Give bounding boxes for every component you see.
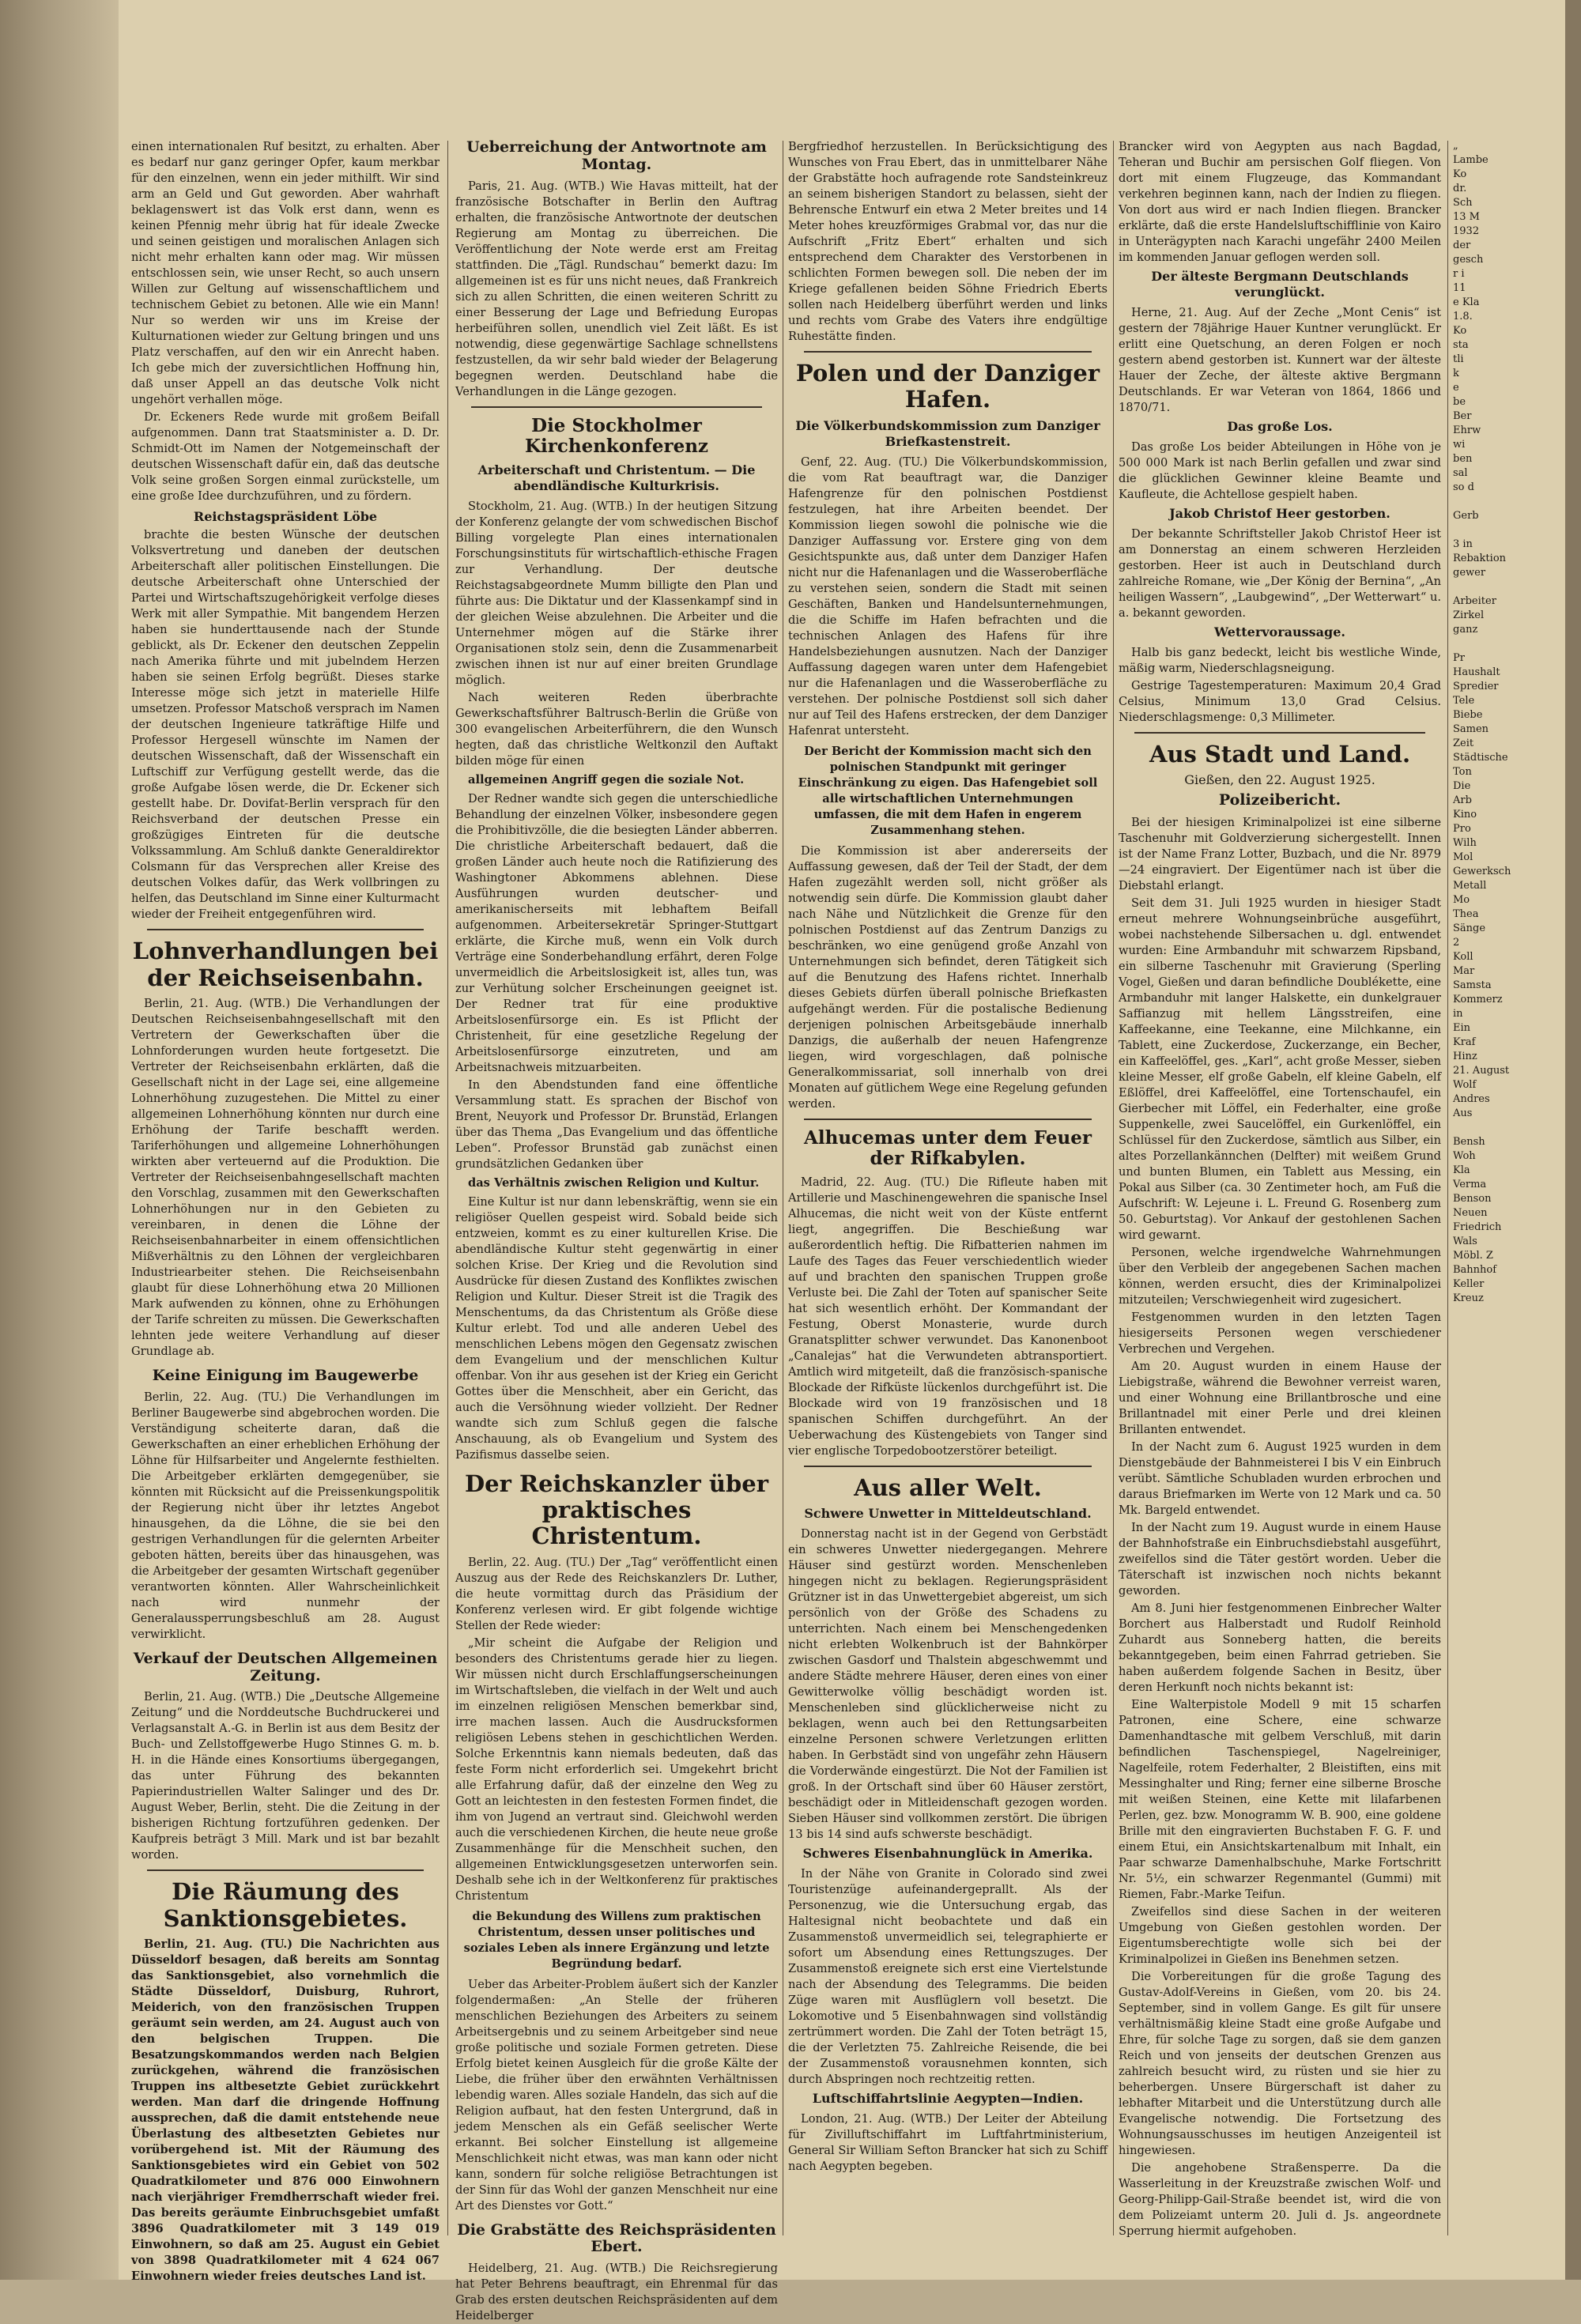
column-5-fragment: Bahnhof bbox=[1453, 1264, 1497, 1276]
column-5-fragment bbox=[1453, 523, 1564, 538]
subheadline: Wettervoraussage. bbox=[1214, 624, 1345, 639]
article-text: Stockholm, 21. Aug. (WTB.) In der heutigen Sitzung der Konferenz gelangte der vom schwedischen Bischof Billing vorgelegte Plan eines internationalen Forschungsinstituts für wirtschaftlich-ethische Fragen zur Verhandlung. Der deutsche Reichstagsabgeordnete Mumm billigte den Plan und führte aus: Die Diktatur und der Klassenkampf sind in der gleichen Weise abzulehnen. Die Arbeiter und die Unternehmer mögen auf die Stärke ihrer Organisationen stolz sein, denn die Zusammenarbeit zwischen ihnen ist nur auf einer breiten Grundlage möglich. bbox=[455, 499, 778, 687]
column-5-fragments bbox=[1453, 139, 1564, 2242]
column-5-fragment: Ehrw bbox=[1453, 424, 1481, 436]
column-5-fragment: Neuen bbox=[1453, 1207, 1488, 1219]
column-5-fragment: wi bbox=[1453, 439, 1466, 451]
divider bbox=[804, 1466, 1092, 1467]
headline-lohnverhandlungen: Lohnverhandlungen bei der Reichseisenbahn. bbox=[132, 938, 439, 991]
article-text: Das große Los beider Abteilungen in Höhe von je 500 000 Mark ist nach Berlin gefallen und zwar sind die glücklichen Gewinner kleine Beamte und Kaufleute, die Achtellose gespielt haben. bbox=[1119, 440, 1441, 501]
column-5-fragment: Haushalt bbox=[1453, 666, 1500, 678]
article-text: Eine Walterpistole Modell 9 mit 15 scharfen Patronen, eine Schere, eine schwarze Damenhandtasche mit gelbem Verschluß, mit darin befindlichen Taschenspiegel, Nagelreiniger, Nagelfeile, rotem Federhalter, 2 Bleistiften, eins mit Messinghalter und Ring; ferner eine silberne Brosche mit weißen Steinen, eine Kette mit lilafarbenen Perlen, gez. bzw. Monogramm W. B. 900, eine goldene Brille mit den eingravierten Buchstaben F. G. F. und einem Etui, ein Ansichtskartenalbum mit Inhalt, ein Paar schwarze Damenhalbschuhe, Marke Fortschritt Nr. 5½, ein schwarzer Regenmantel (Gummi) mit Riemen, Fabr.-Marke Teifun. bbox=[1119, 1698, 1441, 1902]
subheadline: Die Völkerbundskommission zum Danziger Briefkastenstreit. bbox=[795, 417, 1100, 449]
headline-stockholmer-kirchenkonferenz: Die Stockholmer Kirchenkonferenz bbox=[525, 414, 708, 458]
column-5-fragment: 13 M bbox=[1453, 211, 1480, 223]
column-5-fragment bbox=[1453, 495, 1564, 509]
article-text: Madrid, 22. Aug. (TU.) Die Rifleute haben mit Artillerie und Maschinengewehren die spanische Insel Alhucemas, die nicht weit von der Küste entfernt liegt, angegriffen. Die Beschießung war außerordentlich heftig. Die Rifbatterien nahmen im Laufe des Tages das Feuer verschiedentlich wieder auf und brachten den spanischen Truppen große Verluste bei. Die Zahl der Toten auf spanischer Seite hat sich wesentlich erhöht. Der Kommandant der Festung, Oberst Monasterie, wurde durch Granatsplitter schwer verwundet. Das Kanonenboot „Canalejas“ hat die Verwundeten abtransportiert. Amtlich wird mitgeteilt, daß die französisch-spanische Blockade der Rifküste lückenlos durchgeführt ist. Die Blockade wird von 19 französischen und 18 spanischen Schiffen durchgeführt. An der Ueberwachung des Küstengebiets von Tanger sind vier englische Torpedobootzerstörer beteiligt. bbox=[788, 1175, 1107, 1458]
article-text: London, 21. Aug. (WTB.) Der Leiter der Abteilung für Zivilluftschiffahrt im Luftfahrtministerium, General Sir William Sefton Brancker hat sich zu Schiff nach Aegypten begeben. bbox=[788, 2111, 1107, 2173]
article-text: Gestrige Tagestemperaturen: Maximum 20,4 Grad Celsius, Minimum 13,0 Grad Celsius. Niederschlagsmenge: 0,3 Millimeter. bbox=[1119, 679, 1441, 724]
article-text: Zweifellos sind diese Sachen in der weiteren Umgebung von Gießen gestohlen worden. Der Eigentumsberechtigte wolle sich bei der Kriminalpolizei in Gießen ins Benehmen setzen. bbox=[1119, 1905, 1441, 1967]
subheadline: Luftschiffahrtslinie Aegypten—Indien. bbox=[812, 2090, 1084, 2106]
column-5-fragment: Wolf bbox=[1453, 1079, 1477, 1091]
article-text: Der bekannte Schriftsteller Jakob Christof Heer ist am Donnerstag an einem schweren Herzleiden gestorben. Heer ist auch in Deutschland durch zahlreiche Romane, wie „Der König der Bernina“, „An heiligen Wassern“, „Laubgewind“, „Der Wetterwart“ u. a. bekannt geworden. bbox=[1119, 527, 1441, 620]
subheadline: Polizeibericht. bbox=[1218, 791, 1341, 809]
column-5-fragment: e Kla bbox=[1453, 296, 1480, 308]
scan-binding-gutter bbox=[0, 0, 119, 2280]
column-5-fragment: Sch bbox=[1453, 197, 1473, 209]
article-text: Donnerstag nacht ist in der Gegend von Gerbstädt ein schweres Unwetter niedergegangen. Mehrere Häuser sind gestürzt worden. Menschenleben hingegen nicht zu beklagen. Regierungspräsident Grützner ist in das Unwettergebiet abgereist, um sich persönlich von der Größe des Schadens zu unterrichten. Nach einem bei Menschengedenken nicht erlebten Wolkenbruch ist der Bahnkörper zwischen Gasdorf und Thalstein abgeschwemmt und andere Städte mehrere Häuser, deren eines von einer Gewitterwolke völlig beschädigt worden ist. Menschenleben sind glücklicherweise nicht zu beklagen, wenn auch bei den Rettungsarbeiten einzelne Personen schwere Verletzungen erlitten haben. In Gerbstädt sind von ungefähr zehn Häusern die Vorderwände eingestürzt. Die Not der Familien ist groß. In der Ortschaft sind über 60 Häuser zerstört, beschädigt oder in Mitleidenschaft gezogen worden. Sieben Häuser sind vollkommen zerstört. Die übrigen 13 bis 14 sind aufs schwerste beschädigt. bbox=[788, 1526, 1107, 1841]
article-text: In der Nähe von Granite in Colorado sind zwei Touristenzüge aufeinandergeprallt. Als der Personenzug, wie die Untersuchung ergab, das Haltesignal nicht beobachtete und daß ein Zusammenstoß unvermeidlich sei, telegraphierte er sofort um Absendung eines Rettungszuges. Der Zusammenstoß ereignete sich erst eine Viertelstunde nach der Absendung des Telegramms. Die beiden Züge waren mit Ausflüglern voll besetzt. Die Lokomotive und 5 Eisenbahnwagen sind vollständig zertrümmert worden. Die Zahl der Toten beträgt 15, die der Verletzten 75. Zahlreiche Reisende, die bei der Zusammenstoß vorausnehmen konnten, sich durch Abspringen noch rechtzeitig retten. bbox=[788, 1866, 1107, 2086]
column-5-fragment: Kommerz bbox=[1453, 994, 1503, 1005]
column-5-fragment bbox=[1453, 580, 1564, 594]
run-in-heading: allgemeinen Angriff gegen die soziale Not. bbox=[468, 772, 745, 787]
column-5-fragment: dr. bbox=[1453, 183, 1467, 194]
column-5-fragment: Pr bbox=[1453, 652, 1465, 664]
column-5-fragment: Mol bbox=[1453, 851, 1473, 863]
column-5-fragment: Ton bbox=[1453, 766, 1472, 778]
column-5-fragment: gesch bbox=[1453, 254, 1484, 266]
column-5-fragment: tli bbox=[1453, 353, 1464, 365]
article-text: Brancker wird von Aegypten aus nach Bagdad, Teheran und Buchir am persischen Golf fliegen. Von dort mit einem Flugzeuge, das Kommandant verkehren beginnen kann, nach der Indien zu fliegen. Von dort aus wird er nach Indien fliegen. Brancker erklärte, daß die erste Handelsluftschifflinie von Kairo in Unterägypten nach Karachi ungefähr 2400 Meilen im kommenden Januar geflogen werden soll. bbox=[1119, 140, 1441, 264]
headline-baugewerbe: Keine Einigung im Baugewerbe bbox=[152, 1366, 419, 1384]
article-text: Der Redner wandte sich gegen die unterschiedliche Behandlung der einzelnen Völker, insbesondere gegen die Prohibitivzölle, die die besiegten Länder abberren. Die christliche Arbeiterschaft bedauert, daß die großen Länder auch heute noch die Ratifizierung des Washingtoner Abkommens ablehnen. Diese Ausführungen wurden deutscher- und amerikanischerseits mit lebhaftem Beifall aufgenommen. Arbeitersekretär Springer-Stuttgart erklärte, die Kirche muß, wenn ein Volk durch Verträge eine Sonderbehandlung erfährt, deren Folge unvermeidlich die Arbeitslosigkeit ist, alles tun, was zur Verhütung solcher Erscheinungen geeignet ist. Der Redner trat für eine produktive Arbeitslosenfürsorge ein. Es ist Pflicht der Christenheit, für eine gesetzliche Regelung der Arbeitslosenfürsorge einzutreten, und am Arbeitsnachweis mitzuarbeiten. bbox=[455, 791, 778, 1074]
article-text: Eine Kultur ist nur dann lebenskräftig, wenn sie ein religiöser Quellen gespeist wird. Sobald beide sich entzweien, kommt es zu einer kulturellen Krise. Die abendländische Kultur steht gegenwärtig in einer solchen Krise. Der Krieg und die Revolution sind Ausdrücke für diesen Zustand des Konfliktes zwischen Religion und Kultur. Dieser Streit ist die Tragik des Menschentums, da das Christentum als Größe diese Kultur erlebt. Tod und alle anderen Uebel des menschlichen Lebens mögen den Gegensatz zwischen dem Evangelium und der menschlichen Kultur offenbar. Von ihr aus gesehen ist der Krieg ein Gericht Gottes über die Menschheit, aber ein Gericht, das auch die Versöhnung wieder vollzieht. Der Redner wandte sich zum Schluß gegen die falsche Anschauung, als ob Evangelium und System des Pazifismus dasselbe seien. bbox=[455, 1194, 778, 1462]
divider bbox=[147, 1869, 424, 1871]
subheadline: Jakob Christof Heer gestorben. bbox=[1169, 506, 1390, 521]
column-5-fragment: Andres bbox=[1453, 1093, 1490, 1105]
emphasized-passage: Der Bericht der Kommission macht sich den polnischen Standpunkt mit geringer Einschränkung zu eigen. Das Hafengebiet soll alle wirtschaftlichen Unternehmungen umfassen, die mit dem Hafen in engerem Zusammenhang stehen. bbox=[798, 744, 1098, 837]
column-5-fragment: Rebaktion bbox=[1453, 553, 1507, 564]
column-5-fragment: Friedrich bbox=[1453, 1221, 1502, 1233]
column-5-fragment: Arbeiter bbox=[1453, 595, 1496, 607]
column-5-fragment: Pro bbox=[1453, 823, 1471, 835]
column-5-fragment: der bbox=[1453, 240, 1471, 251]
headline-aus-stadt-und-land: Aus Stadt und Land. bbox=[1149, 741, 1411, 768]
column-5-fragment: Wilh bbox=[1453, 837, 1477, 849]
column-5-fragment: Spredier bbox=[1453, 681, 1499, 692]
column-5-fragment: Samen bbox=[1453, 723, 1489, 735]
article-text: Berlin, 21. Aug. (TU.) Die Nachrichten aus Düsseldorf besagen, daß bereits am Sonntag das Sanktionsgebiet, also vornehmlich die Städte Düsseldorf, Duisburg, Ruhrort, Meiderich, von den französischen Truppen geräumt sein werden, am 24. August auch von den belgischen Truppen. Die Besatzungskommandos werden nach Belgien zurückgehen, während die französischen Truppen ins altbesetzte Gebiet zurückkehrt werden. Man darf die dringende Hoffnung aussprechen, daß die damit entstehende neue Überlastung des altbesetzten Gebietes nur vorübergehend ist. Mit der Räumung des Sanktionsgebietes wird ein Gebiet von 502 Quadratkilometer und 876 000 Einwohnern nach vierjähriger Fremdherrschaft wieder frei. Das bereits geräumte Einbruchsgebiet umfaßt 3896 Quadratkilometer mit 3 149 019 Einwohnern, so daß am 25. August ein Gebiet von 3898 Quadratkilometer mit 4 624 067 Einwohnern wieder freies deutsches Land ist. bbox=[131, 1937, 440, 2284]
column-5-fragment: „ bbox=[1453, 140, 1458, 152]
column-5-fragment: Gewerksch bbox=[1453, 866, 1511, 877]
divider bbox=[1134, 732, 1425, 734]
column-5-fragment: Hinz bbox=[1453, 1051, 1477, 1062]
column-5-fragment: Kla bbox=[1453, 1164, 1470, 1176]
column-5-fragment: Wals bbox=[1453, 1236, 1477, 1247]
column-5-fragment: Woh bbox=[1453, 1150, 1476, 1162]
headline-verkauf-zeitung: Verkauf der Deutschen Allgemeinen Zeitung. bbox=[133, 1649, 438, 1685]
column-5-fragment: 21. August bbox=[1453, 1065, 1510, 1077]
headline-antwortnote: Ueberreichung der Antwortnote am Montag. bbox=[466, 138, 767, 173]
article-text: Dr. Eckeners Rede wurde mit großem Beifall aufgenommen. Dann trat Staatsminister a. D. Dr. Schmidt-Ott im Namen der Notgemeinschaft der deutschen Wissenschaft dafür ein, daß das deutsche Volk seine großen Sorgen einmal zurückstelle, um eine große Idee durchzuführen, und zu fördern. bbox=[131, 410, 440, 503]
article-text: Genf, 22. Aug. (TU.) Die Völkerbundskommission, die vom Rat beauftragt war, die Danziger Hafengrenze für den polnischen Postdienst festzulegen, hat ihre Arbeiten beendet. Der Kommission liegen sowohl die polnische wie die Danziger Auffassung vor. Erstere ging von dem Gesichtspunkte aus, daß unter dem Danziger Hafen nicht nur die Hafenanlagen und die Wasseroberfläche zu verstehen seien, sondern die Stadt mit seinen Geschäften, Banken und Handelsunternehmungen, die die Schiffe im Hafen befrachten und die technischen Anlagen des Hafens für ihre Handelsbeziehungen ausnutzen. Nach der Danziger Auffassung dagegen waren unter dem Hafengebiet nur die Hafenanlagen und die Wasseroberfläche zu verstehen. Der polnische Postdienst soll sich daher nur auf Teil des Hafens erstrecken, der dem Danziger Hafenrat untersteht. bbox=[788, 455, 1107, 738]
column-5-fragment: Kino bbox=[1453, 809, 1477, 821]
column-5-fragment: e bbox=[1453, 382, 1459, 394]
article-text: Paris, 21. Aug. (WTB.) Wie Havas mitteilt, hat der französische Botschafter in Berlin den Auftrag erhalten, die französische Antwortnote der deutschen Regierung am Montag zu überreichen. Die Veröffentlichung der Note werde erst am Freitag stattfinden. Die „Tägl. Rundschau“ bemerkt dazu: Im allgemeinen ist es für uns nicht neues, daß Frankreich sich zu allen Schritten, die einen weiteren Schritt zu einer Besserung der Lage und Befriedung Europas herbeiführen sollen, unendlich viel Zeit läßt. Es ist notwendig, diese gegenwärtige Sachlage schnellstens festzustellen, da wir sehr bald wieder der Belagerung begegnen werden. Deutschland habe die Verhandlungen in die Länge gezogen. bbox=[455, 179, 778, 398]
column-5-fragment: sta bbox=[1453, 339, 1469, 351]
dateline: Gießen, den 22. August 1925. bbox=[1184, 772, 1375, 788]
divider bbox=[471, 406, 762, 408]
article-text: Am 20. August wurden in einem Hause der Liebigstraße, während die Bewohner verreist waren, und einer Wohnung eine Brillantbrosche und eine Brillantnadel mit einer Perle und drei kleinen Brillanten entwendet. bbox=[1119, 1360, 1441, 1437]
column-2 bbox=[455, 138, 778, 2323]
article-text: Die angehobene Straßensperre. Da die Wasserleitung in der Kreuzstraße zwischen Wolf- und Georg-Philipp-Gail-Straße beendet ist, wird die von dem Polizeiamt unterm 20. Juli d. Js. angeordnete Sperrung hiermit aufgehoben. bbox=[1119, 2161, 1441, 2239]
column-5-fragment: k bbox=[1453, 368, 1459, 379]
column-5-fragment: Koll bbox=[1453, 951, 1473, 963]
article-text: Halb bis ganz bedeckt, leicht bis westliche Winde, mäßig warm, Niederschlagsneigung. bbox=[1119, 646, 1441, 675]
column-5-fragment: 1.8. bbox=[1453, 311, 1473, 323]
headline-alhucemas: Alhucemas unter dem Feuer der Rifkabylen. bbox=[804, 1126, 1092, 1170]
divider bbox=[804, 351, 1092, 353]
column-rule bbox=[1113, 141, 1114, 2235]
column-5-fragment: Zeit bbox=[1453, 738, 1474, 749]
article-text: Berlin, 21. Aug. (WTB.) Die Verhandlungen der Deutschen Reichseisenbahngesellschaft mit den Vertretern der Gewerkschaften über die Lohnforderungen wurden heute fortgesetzt. Die Vertreter der Reichseisenbahn erklärten, daß die Gesellschaft nicht in der Lage sei, eine allgemeine Lohnerhöhung zuzugestehen. Die Mittel zu einer allgemeinen Lohnerhöhung könnten nur durch eine Erhöhung der Tarife beschafft werden. Tariferhöhungen und allgemeine Lohnerhöhungen wirkten aber verteuernd auf die Produktion. Die Vertreter der Reichseisenbahngesellschaft machten den Vorschlag, zusammen mit den Gewerkschaften Lohnerhöhungen nur in den Gebieten zu vereinbaren, in denen die Löhne der Reichseisenbahnarbeiter in einem offensichtlichen Mißverhältnis zu den Löhnen der vergleichbaren Industriearbeiter stehen. Die Reichseisenbahn glaubt für diese Lohnerhöhung etwa 20 Millionen Mark aufwenden zu können, ohne zu Erhöhungen der Tarife schreiten zu müssen. Die Gewerkschaften lehnten jede weitere Verhandlung auf dieser Grundlage ab. bbox=[131, 996, 440, 1358]
column-5-fragment: sal bbox=[1453, 467, 1468, 479]
article-text: einen internationalen Ruf besitzt, zu erhalten. Aber es bedarf nur ganz geringer Opfer, kaum merkbar für den einzelnen, wenn ein jeder mithilft. Wir sind arm an Geld und Gut geworden. Aber wahrhaft beklagenswert ist das Volk erst dann, wenn es keinen Pfennig mehr übrig hat für ideale Zwecke und seinen geistigen und moralischen Anlagen sich nicht mehr erhalten kann oder mag. Wir müssen entschlossen sein, wie unser Recht, so auch unsern Willen zur Geltung auf wissenschaftlichem und technischem Gebiet zu betonen. Alle wie ein Mann! Nur so werden wir uns im Kreise der Kulturnationen wieder zur Geltung bringen und uns Platz verschaffen, auf den wir ein Anrecht haben. Ich gebe mich der zuversichtlichen Hoffnung hin, daß unser Appell an das deutsche Volk nicht ungehört verhallen möge. bbox=[131, 140, 440, 406]
column-5-fragment: Thea bbox=[1453, 908, 1479, 920]
article-text: Die Vorbereitungen für die große Tagung des Gustav-Adolf-Vereins in Gießen, vom 20. bis 24. September, sind in vollem Gange. Es gilt für unsere verhältnismäßig kleine Stadt eine große Aufgabe und Ehre, für solche Tage zu sorgen, daß sie dem ganzen Reich und von jenseits der deutschen Grenzen aus zahlreich besucht wird, zu rüsten und sie hier zu beherbergen. Unsere Bürgerschaft ist daher zu lebhafter Mitarbeit und die Unterstützung durch alle Evangelische notwendig. Die Fortsetzung des Wohnungsausschusses im heutigen Anzeigenteil ist hingewiesen. bbox=[1119, 1970, 1441, 2158]
article-text: Bergfriedhof herzustellen. In Berücksichtigung des Wunsches von Frau Ebert, das in unmittelbarer Nähe der Grabstätte hoch aufragende rote Sandsteinkreuz an seinem bisherigen Standort zu belassen, sieht der Behrensche Entwurf ein etwa 2 Meter breites und 14 Meter hohes kreuzförmiges Grabmal vor, das nur die Aufschrift „Fritz Ebert“ erhalten und sich entsprechend dem Charakter des Verstorbenen in schlichten Formen bewegen soll. Die neben der im Kriege gefallenen beiden Söhne Friedrich Eberts sollen nach Heidelberg überführt werden und links und rechts vom Grabe des Vaters ihre endgültige Ruhestätte finden. bbox=[788, 140, 1107, 343]
section-heading: Reichstagspräsident Löbe bbox=[193, 509, 378, 524]
column-5-fragment: Sänge bbox=[1453, 922, 1486, 934]
column-5-fragment: Ber bbox=[1453, 410, 1472, 422]
article-text: In der Nacht zum 6. August 1925 wurden in dem Dienstgebäude der Bahnmeisterei I bis V ein Einbruch verübt. Sämtliche Schubladen wurden erbrochen und daraus Briefmarken im Werte von 12 Mark und ca. 50 Mk. Bargeld entwendet. bbox=[1119, 1440, 1441, 1518]
divider bbox=[804, 1119, 1092, 1120]
column-5-fragment: Kraf bbox=[1453, 1036, 1476, 1048]
article-text: Die Kommission ist aber andererseits der Auffassung gewesen, daß der Teil der Stadt, der dem Hafen zugezählt werden soll, nicht größer als notwendig sein dürfe. Die Kommission glaubt daher nach Nähe und Nützlichkeit die Grenze für den polnischen Postdienst auf das Zentrum Danzigs zu beschränken, wo eine genügend große Anzahl von Unternehmungen sich befindet, deren Tätigkeit sich auf die Benutzung des Hafens richtet. Innerhalb dieses Gebiets dürfen überall polnische Briefkasten aufgehängt werden. Für die postalische Bedienung derjenigen polnischen Arbeitsgebäude innerhalb Danzigs, die außerhalb der neuen Hafengrenze liegen, wird vorgeschlagen, daß polnische Generalkommissariat, soll innerhalb von drei Monaten auf gütlichem Wege eine Regelung gefunden werden. bbox=[788, 843, 1107, 1111]
subheadline: Der älteste Bergmann Deutschlands verunglückt. bbox=[1151, 269, 1409, 300]
article-text: In der Nacht zum 19. August wurde in einem Hause der Bahnhofstraße ein Einbruchsdiebstahl ausgeführt, zweifellos sind die Täter gestört worden. Ueber die Täterschaft ist inzwischen noch nichts bekannt geworden. bbox=[1119, 1521, 1441, 1598]
column-5-fragment: Städtische bbox=[1453, 752, 1508, 764]
subheadline: Schweres Eisenbahnunglück in Amerika. bbox=[802, 1845, 1093, 1861]
column-5-fragment: 11 bbox=[1453, 282, 1466, 294]
column-5-fragment: Aus bbox=[1453, 1107, 1473, 1119]
column-rule bbox=[1447, 141, 1448, 2235]
column-5-fragment: Gerb bbox=[1453, 510, 1479, 522]
article-text: Nach weiteren Reden überbrachte Gewerkschaftsführer Baltrusch-Berlin die Grüße von 300 evangelischen Arbeiterführern, die den Wunsch hegten, daß das christliche Weltkonzil den Auftakt bilden möge für einen bbox=[455, 690, 778, 768]
column-5-fragment: r i bbox=[1453, 268, 1465, 280]
article-text: brachte die besten Wünsche der deutschen Volksvertretung und daneben der deutschen Arbeiterschaft aller politischen Einstellungen. Die deutsche Arbeiterschaft ohne Unterschied der Partei und Wirtschaftszugehörigkeit verfolge dieses Werk mit aller Sympathie. Mit bangendem Herzen haben sie hunderttausende nach der Stunde geblickt, als Dr. Eckener den deutschen Zeppelin nach Amerika führte und mit jubelndem Herzen haben sie seinen Erfolg begrüßt. Dieses starke Interesse möge sich jetzt in materielle Hilfe umsetzen. Professor Matschoß versprach im Namen der deutschen Ingenieure tatkräftige Hilfe und Professor Hergesell wünschte im Namen der deutschen Wissenschaft, daß der Wissenschaft ein Luftschiff zur Verfügung gestellt werde, das die große Aufgabe lösen werde, die Dr. Eckener sich gestellt habe. Dr. Dovifat-Berlin versprach für den Reichsverband der deutschen Presse ein großzügiges Eintreten für die deutsche Volkssammlung. Am Schluß dankte Generaldirektor Colsmann für das Versprechen aller Kreise des deutschen Volkes dafür, das Werk vollbringen zu helfen, das Deutschland im Sinne einer Kulturmacht wieder der Freiheit entgegenführen wird. bbox=[131, 528, 440, 922]
column-5-fragment: Bensh bbox=[1453, 1136, 1485, 1148]
subheadline: Schwere Unwetter in Mitteldeutschland. bbox=[804, 1505, 1092, 1521]
run-in-heading: das Verhältnis zwischen Religion und Kultur. bbox=[468, 1175, 760, 1190]
column-5-fragment: Möbl. Z bbox=[1453, 1250, 1493, 1262]
column-5-fragment: be bbox=[1453, 396, 1466, 408]
column-5-fragment bbox=[1453, 1121, 1564, 1135]
column-5-fragment: Mo bbox=[1453, 894, 1470, 906]
column-5-fragment: Benson bbox=[1453, 1193, 1492, 1205]
column-rule bbox=[447, 141, 448, 2235]
article-text: In den Abendstunden fand eine öffentliche Versammlung statt. Es sprachen der Bischof von Brent, Neuyork und Professor Dr. Brunstäd, Erlangen über das Thema „Das Evangelium und das öffentliche Leben“. Professor Brunstäd gab zunächst einen grundsätzlichen Gedanken über bbox=[455, 1077, 778, 1171]
column-5-fragment: Biebe bbox=[1453, 709, 1483, 721]
headline-aus-aller-welt: Aus aller Welt. bbox=[854, 1473, 1042, 1501]
article-text: „Mir scheint die Aufgabe der Religion und besonders des Christentums gerade hier zu liegen. Wir müssen nicht durch Erschlaffungserscheinungen im Wirtschaftsleben, die vielfach in der Welt und auch im einzelnen religiösen Menschen bemerkbar sind, irre machen lassen. Auch die Ausdrucksformen religiösen Lebens stehen in geschichtlichen Werden. Solche Erkenntnis kann niemals bedeuten, daß das feste Form nicht erforderlich sei. Umgekehrt bricht alle Erfahrung dafür, daß der einzelne den Weg zu Gott an leichtesten in den festesten Formen findet, die ihm von Jugend an vertraut sind. Gleichwohl werden auch die verschiedenen Kirchen, die heute neue große Zusammenhänge für die Menschheit suchen, den allgemeinen Entwicklungsgesetzen unterworfen sein. Deshalb sehe ich in der Weltkonferenz für praktisches Christentum bbox=[455, 1635, 778, 1903]
headline-grabstaette: Die Grabstätte des Reichspräsidenten Ebert. bbox=[457, 2220, 776, 2256]
article-text: Ueber das Arbeiter-Problem äußert sich der Kanzler folgendermaßen: „An Stelle der früheren menschlichen Beziehungen des Arbeiters zu seinem Arbeitsergebnis und zu seinem Arbeitgeber sind neue große politische und soziale Formen getreten. Diese Erfolg bietet keinen Ausgleich für die große Kälte der Liebe, die früher über den erwähnten Verhältnissen lebendig waren. Alles soziale Handeln, das sich auf die Religion aufbaut, hat den festen Untergrund, daß in jedem Menschen als ein Gefäß seelischer Werte erkannt. Bei solcher Einstellung ist allgemeine Menschlichkeit nicht etwas, was man kann oder nicht kann, sondern für solche religiöse Betrachtungen ist der Sinn für das Wohl der ganzen Menschheit nur eine Art des Dienstes vor Gott.“ bbox=[455, 1977, 778, 2213]
article-text: Personen, welche irgendwelche Wahrnehmungen über den Verbleib der angegebenen Sachen machen können, werden ersucht, dies der Kriminalpolizei mitzuteilen; Verschwiegenheit wird zugesichert. bbox=[1119, 1246, 1441, 1307]
column-5-fragment: Die bbox=[1453, 780, 1471, 792]
column-5-fragment: Samsta bbox=[1453, 979, 1492, 991]
headline-raeumung: Die Räumung des Sanktionsgebietes. bbox=[163, 1878, 408, 1932]
article-text: Berlin, 22. Aug. (TU.) Der „Tag“ veröffentlicht einen Auszug aus der Rede des Reichskanzlers Dr. Luther, die heute vormittag durch das Präsidium der Konferenz verlesen wird. Er gibt folgende wichtige Stellen der Rede wieder: bbox=[455, 1555, 778, 1632]
article-text: Am 8. Juni hier festgenommenen Einbrecher Walter Borchert aus Halberstadt und Rudolf Reinhold Zuhardt aus Sonneberg hatten, die bereits bekanntgegeben, beim einen Fahrrad getrieben. Sie haben außerdem folgende Sachen in Besitz, über deren Herkunft noch nichts bekannt ist: bbox=[1119, 1602, 1441, 1695]
article-text: Bei der hiesigen Kriminalpolizei ist eine silberne Taschenuhr mit Goldverzierung sichergestellt. Innen ist der Name Franz Lotter, Buzbach, und die Nr. 8979—24 eingraviert. Der Eigentümer nach ist über die Diebstahl erlangt. bbox=[1119, 816, 1441, 893]
column-5-fragment: 2 bbox=[1453, 937, 1460, 949]
article-text: Festgenommen wurden in den letzten Tagen hiesigerseits Personen wegen verschiedener Verbrechen und Vergehen. bbox=[1119, 1311, 1441, 1356]
headline-polen-danzig: Polen und der Danziger Hafen. bbox=[795, 360, 1100, 413]
article-text: Berlin, 21. Aug. (WTB.) Die „Deutsche Allgemeine Zeitung“ und die Norddeutsche Buchdruckerei und Verlagsanstalt A.-G. in Berlin ist aus dem Besitz der Buch- und Zellstoffgewerbe Hugo Stinnes G. m. b. H. in die Hände eines Konsortiums übergegangen, das unter Führung des bekannten Papierindustriellen Walter Salinger und des Dr. August Weber, Berlin, steht. Die die Zeitung in der bisherigen Richtung fortzuführen gedenken. Der Kaufpreis beträgt 3 Mill. Mark und ist bar bezahlt worden. bbox=[131, 1690, 440, 1862]
column-5-fragment: Mar bbox=[1453, 965, 1475, 977]
column-1 bbox=[131, 139, 440, 2284]
column-5-fragment: Verma bbox=[1453, 1179, 1487, 1190]
column-5-fragment: ben bbox=[1453, 453, 1473, 465]
article-text: Seit dem 31. Juli 1925 wurden in hiesiger Stadt erneut mehrere Wohnungseinbrüche ausgeführt, wobei nachstehende Silbersachen u. dgl. entwendet wurden: Eine Armbanduhr mit schwarzem Ripsband, ein silberne Taschenuhr mit Gravierung (Sperling Vogel, Gießen und daran befindliche Doublékette, eine Armbanduhr mit langer Halskette, ein dunkelgrauer Saffianzug mit hellem Längsstreifen, eine Kaffeekanne, eine Teekanne, eine Milchkanne, ein Tablett, eine Zuckerdose, Zuckerzange, ein Becher, ein Kaffeelöffel, ges. „Karl“, acht große Messer, sieben kleine Messer, elf große Gabeln, elf kleine Gabeln, elf Eßlöffel, drei Kaffeelöffel, eine Tortenschaufel, ein Gierbecher mit Löffel, ein Federhalter, eine große Suppenkelle, zwei Saucelöffel, ein Gurkenlöffel, ein Schlüssel für den Zuckerdose, sämtlich aus Silber, ein altes Porzellankännchen (Delfter) mit weißem Grund und bunten Blumen, ein Tablett aus Messing, ein Pokal aus Silber (ca. 30 Zentimeter hoch, am Fuß die Aufschrift: W. Lejeune i. L. Freund G. Rosenberg zum 50. Geburtstag). Vor Ankauf der gestohlenen Sachen wird gewarnt. bbox=[1119, 896, 1441, 1243]
column-5-fragment: gewer bbox=[1453, 567, 1486, 579]
column-3 bbox=[788, 139, 1107, 2242]
column-5-fragment: Kreuz bbox=[1453, 1292, 1484, 1304]
scan-page-edge bbox=[1565, 0, 1581, 2280]
column-5-fragment: Lambe bbox=[1453, 154, 1489, 166]
column-5-fragment: Keller bbox=[1453, 1278, 1485, 1290]
headline-reichskanzler: Der Reichskanzler über praktisches Christentum. bbox=[465, 1469, 768, 1550]
column-5-fragment: 3 in bbox=[1453, 538, 1473, 550]
column-5-fragment: Arb bbox=[1453, 794, 1472, 806]
emphasized-passage: die Bekundung des Willens zum praktischen Christentum, dessen unser politisches und soziales Leben als innere Ergänzung und letzte Begründung bedarf. bbox=[463, 1909, 770, 1971]
column-5-fragment: in bbox=[1453, 1008, 1463, 1020]
column-5-fragment: Metall bbox=[1453, 880, 1487, 892]
column-4 bbox=[1119, 139, 1441, 2242]
article-text: Herne, 21. Aug. Auf der Zeche „Mont Cenis“ ist gestern der 78jährige Hauer Kuntner verunglückt. Er erlitt eine Quetschung, an deren Folgen er noch gestern abend gestorben ist. Kunnert war der älteste Hauer der Zeche, der älteste aktive Bergmann Deutschlands. Er war Veteran von 1864, 1866 und 1870/71. bbox=[1119, 306, 1441, 414]
article-text: Berlin, 22. Aug. (TU.) Die Verhandlungen im Berliner Baugewerbe sind abgebrochen worden. Die Verständigung scheiterte daran, daß die Gewerkschaften an einer erheblichen Erhöhung der Löhne für Hilfsarbeiter und Angelernte festhielten. Die Arbeitgeber erklärten demgegenüber, sie könnten mit Rücksicht auf die Preissenkungspolitik der Regierung nicht über ihr letztes Angebot hinausgehen, da die Löhne, die sie bei den gestrigen Verhandlungen für die gelernten Arbeiter geboten hätten, bereits über das hinausgehen, was die Arbeitgeber der gesamten Wirtschaft gegenüber verantworten könnten. Aller Wahrscheinlichkeit nach wird nunmehr der Generalaussperrungsbeschluß am 28. August verwirklicht. bbox=[131, 1390, 440, 1641]
column-5-fragment: Ko bbox=[1453, 168, 1467, 180]
column-5-fragment: Ein bbox=[1453, 1022, 1471, 1034]
article-text: Heidelberg, 21. Aug. (WTB.) Die Reichsregierung hat Peter Behrens beauftragt, ein Ehrenmal für das Grab des ersten deutschen Reichspräsidenten auf dem Heidelberger bbox=[455, 2262, 778, 2323]
column-5-fragment: so d bbox=[1453, 481, 1474, 493]
column-5-fragment: Zirkel bbox=[1453, 609, 1485, 621]
column-5-fragment bbox=[1453, 637, 1564, 651]
subheadline: Das große Los. bbox=[1227, 419, 1333, 434]
column-5-fragment: 1932 bbox=[1453, 225, 1480, 237]
column-5-fragment: ganz bbox=[1453, 624, 1478, 636]
subheadline: Arbeiterschaft und Christentum. — Die abendländische Kulturkrisis. bbox=[477, 462, 756, 493]
column-5-fragment: Tele bbox=[1453, 695, 1475, 707]
column-5-fragment: Ko bbox=[1453, 325, 1467, 337]
divider bbox=[147, 929, 424, 930]
